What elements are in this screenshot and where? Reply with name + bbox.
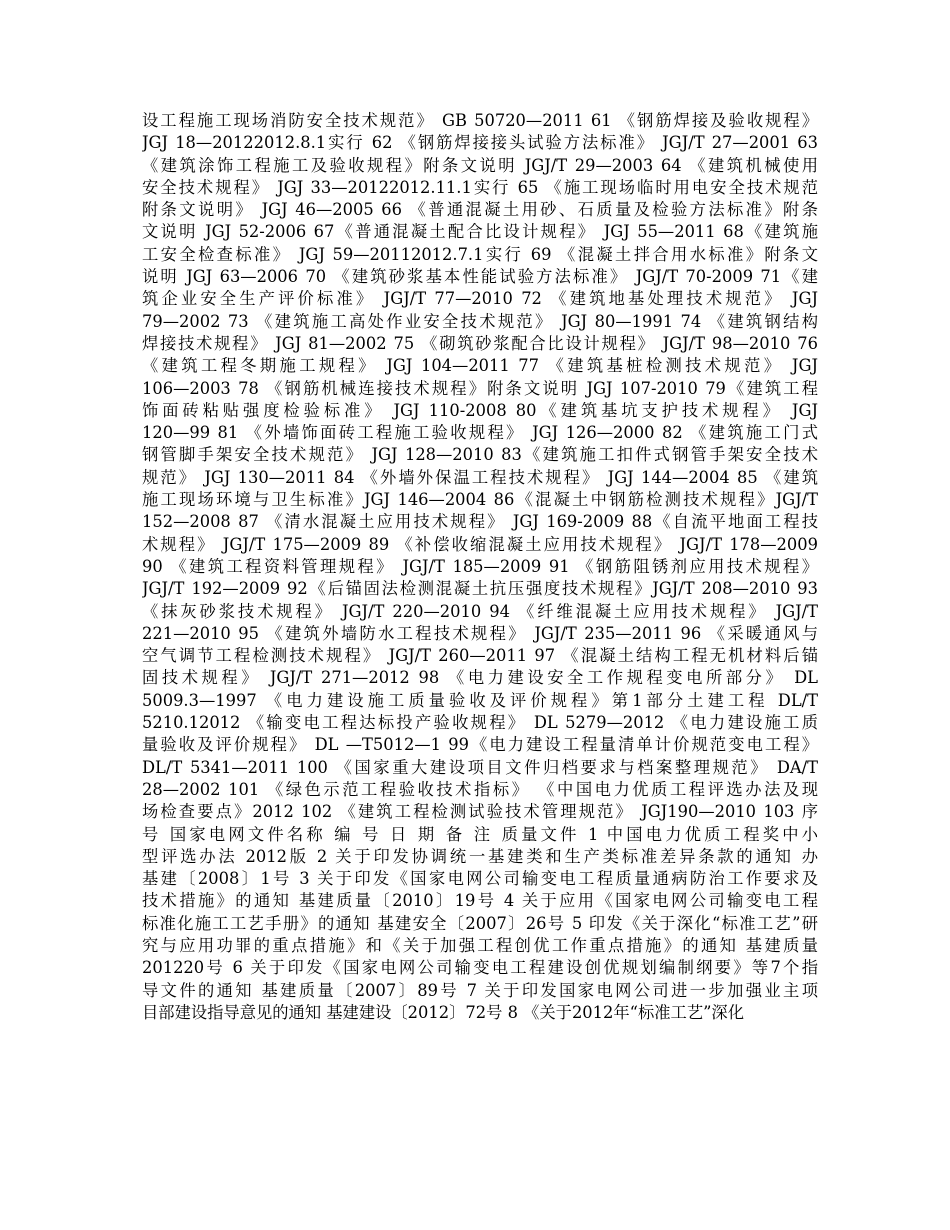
text-line: 79—2002 73 《建筑施工高处作业安全技术规范》 JGJ 80—1991 74 《建筑钢结构 <box>142 311 818 331</box>
text-line: 106—2003 78 《钢筋机械连接技术规程》附条文说明 JGJ 107-2010 79《建筑工程 <box>142 378 818 398</box>
text-line: 5009.3—1997 《电力建设施工质量验收及评价规程》第1部分土建工程 DL/T <box>142 690 818 710</box>
text-line: 空气调节工程检测技术规程》 JGJ/T 260—2011 97 《混凝土结构工程无机材料后锚 <box>142 646 818 666</box>
text-line: 201220号 6 关于印发《国家电网公司输变电工程建设创优规划编制纲要》等7个指 <box>142 958 818 978</box>
text-line: 5210.12012 《输变电工程达标投产验收规程》 DL 5279—2012 《电力建设施工质 <box>142 713 818 733</box>
text-line: JGJ/T 192—2009 92《后锚固法检测混凝土抗压强度技术规程》JGJ/T 208—2010 93 <box>142 579 818 599</box>
text-line: 工安全检查标准》 JGJ 59—20112012.7.1实行 69 《混凝土拌合用水标准》附条文 <box>142 244 818 264</box>
text-line: 焊接技术规程》 JGJ 81—2002 75 《砌筑砂浆配合比设计规程》 JGJ/T 98—2010 76 <box>142 333 818 353</box>
text-line: 附条文说明》 JGJ 46—2005 66 《普通混凝土用砂、石质量及检验方法标准》附条 <box>142 200 818 220</box>
text-line: 号 国家电网文件名称 编 号 日 期 备 注 质量文件 1 中国电力优质工程奖中小 <box>142 824 818 844</box>
text-line: 筑企业安全生产评价标准》 JGJ/T 77—2010 72 《建筑地基处理技术规范》 JGJ <box>142 289 818 309</box>
text-line: 标准化施工工艺手册》的通知 基建安全〔2007〕26号 5 印发《关于深化“标准工艺”研 <box>142 913 818 933</box>
text-line: 文说明 JGJ 52-2006 67《普通混凝土配合比设计规程》 JGJ 55—2011 68《建筑施 <box>142 222 818 242</box>
text-line: 221—2010 95 《建筑外墙防水工程技术规程》 JGJ/T 235—2011 96 《采暖通风与 <box>142 623 818 643</box>
text-line: 固技术规程》 JGJ/T 271—2012 98 《电力建设安全工作规程变电所部分》 DL <box>142 668 818 688</box>
text-line: 饰面砖粘贴强度检验标准》 JGJ 110-2008 80《建筑基坑支护技术规程》 JGJ <box>142 400 818 420</box>
text-line: 设工程施工现场消防安全技术规范》 GB 50720—2011 61 《钢筋焊接及验收规程》 <box>142 111 818 130</box>
text-line: 型评选办法 2012版 2 关于印发协调统一基建类和生产类标准差异条款的通知 办 <box>142 846 818 866</box>
text-line: 28—2002 101 《绿色示范工程验收技术指标》 《中国电力优质工程评选办法及现 <box>142 779 818 799</box>
text-line: 目部建设指导意见的通知 基建建设〔2012〕72号 8 《关于2012年“标准工艺”深化 <box>142 1002 744 1022</box>
text-line: 规范》 JGJ 130—2011 84 《外墙外保温工程技术规程》 JGJ 144—2004 85 《建筑 <box>142 467 818 487</box>
text-line: 120—99 81 《外墙饰面砖工程施工验收规程》 JGJ 126—2000 82 《建筑施工门式 <box>142 423 818 443</box>
text-line: JGJ 18—20122012.8.1实行 62 《钢筋焊接接头试验方法标准》 JGJ/T 27—2001 63 <box>142 133 818 153</box>
text-line: 场检查要点》2012 102 《建筑工程检测试验技术管理规范》 JGJ190—2010 103 序 <box>142 802 818 822</box>
text-line: 安全技术规程》 JGJ 33—20122012.11.1实行 65 《施工现场临时用电安全技术规范 <box>142 177 818 197</box>
document-body <box>142 110 818 1024</box>
text-line: 钢管脚手架安全技术规范》 JGJ 128—2010 83《建筑施工扣件式钢管手架安全技术 <box>142 445 818 465</box>
text-line: 说明 JGJ 63—2006 70 《建筑砂浆基本性能试验方法标准》 JGJ/T 70-2009 71《建 <box>142 267 818 287</box>
text-line: 90 《建筑工程资料管理规程》 JGJ/T 185—2009 91 《钢筋阻锈剂应用技术规程》 <box>142 556 818 576</box>
text-line: 量验收及评价规程》 DL —T5012—1 99《电力建设工程量清单计价规范变电工程》 <box>142 735 818 755</box>
text-line: 究与应用功罪的重点措施》和《关于加强工程创优工作重点措施》的通知 基建质量 <box>142 935 818 955</box>
text-line: 《建筑工程冬期施工规程》 JGJ 104—2011 77 《建筑基桩检测技术规范》 JGJ <box>142 356 818 376</box>
text-line: 152—2008 87 《清水混凝土应用技术规程》 JGJ 169-2009 88《自流平地面工程技 <box>142 512 818 532</box>
text-line: 技术措施》的通知 基建质量〔2010〕19号 4 关于应用《国家电网公司输变电工程 <box>142 891 818 911</box>
text-line: 导文件的通知 基建质量〔2007〕89号 7 关于印发国家电网公司进一步加强业主项 <box>142 980 818 1000</box>
text-line: 《建筑涂饰工程施工及验收规程》附条文说明 JGJ/T 29—2003 64 《建筑机械使用 <box>142 155 818 175</box>
text-line: 施工现场环境与卫生标准》JGJ 146—2004 86《混凝土中钢筋检测技术规程》JGJ/T <box>142 490 818 510</box>
text-line: 《抹灰砂浆技术规程》 JGJ/T 220—2010 94 《纤维混凝土应用技术规程》 JGJ/T <box>142 601 818 621</box>
text-line: 术规程》 JGJ/T 175—2009 89 《补偿收缩混凝土应用技术规程》 JGJ/T 178—2009 <box>142 534 818 554</box>
text-line: 基建〔2008〕1号 3 关于印发《国家电网公司输变电工程质量通病防治工作要求及 <box>142 869 818 889</box>
text-line: DL/T 5341—2011 100 《国家重大建设项目文件归档要求与档案整理规范》 DA/T <box>142 757 818 777</box>
